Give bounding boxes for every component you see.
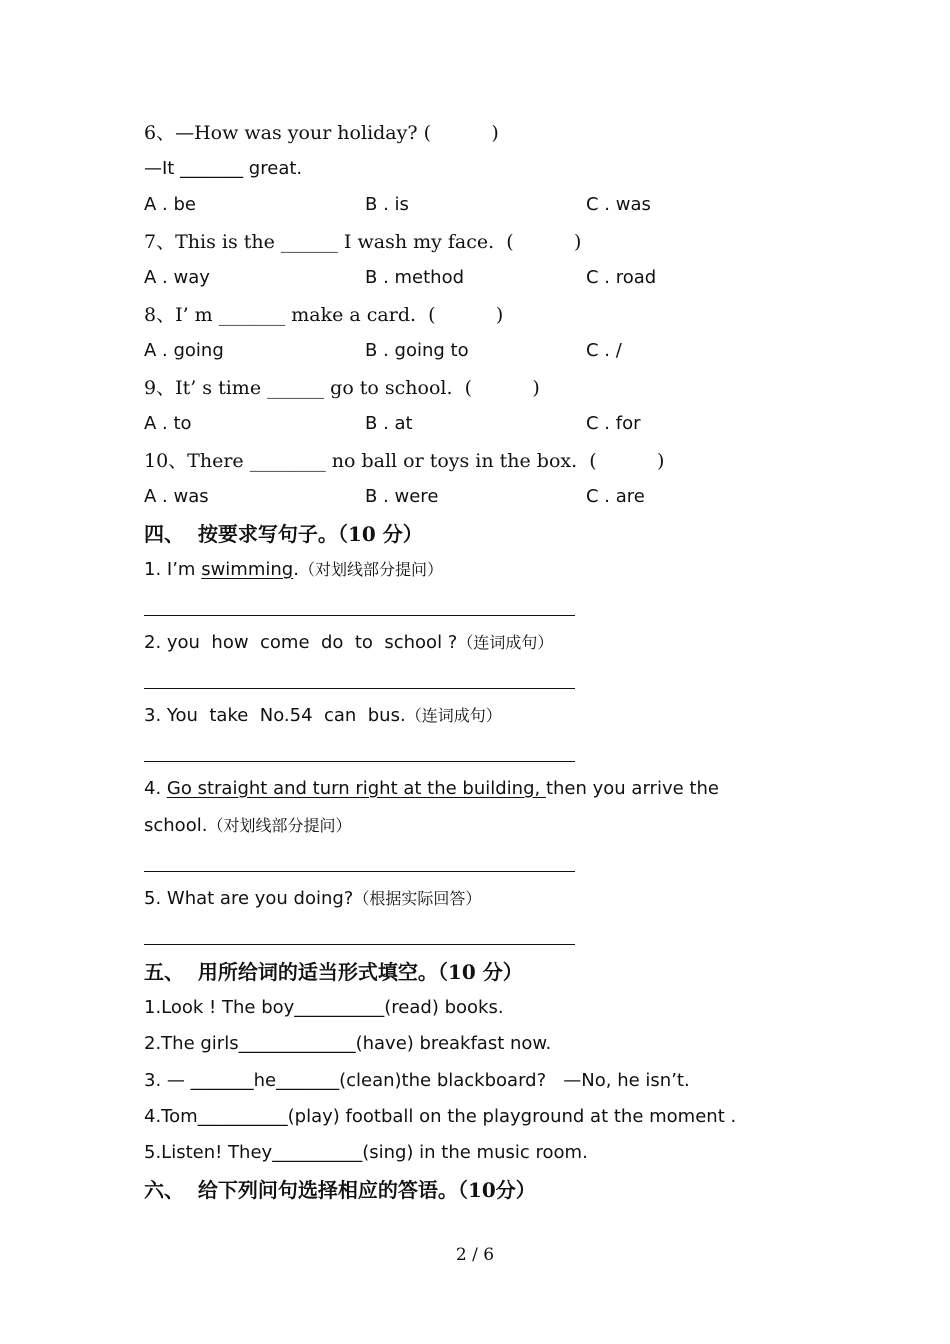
question-9-stem: 9、It’ s time ______ go to school.	[144, 377, 465, 399]
option-c: C . for	[586, 413, 641, 434]
option-a: A . to	[144, 413, 192, 434]
page-number: 2 / 6	[455, 1245, 495, 1265]
question-6-stem: 6、—How was your holiday?	[144, 122, 424, 144]
s4-item-4	[144, 780, 719, 798]
instruction-note: （对划线部分提问）	[298, 560, 443, 579]
answer-line	[144, 688, 575, 689]
s4-item-4-cont-text: school.	[144, 815, 208, 836]
s5-item-3: 3. — _______he_______(clean)the blackboard? —No, he isn’t.	[144, 1070, 690, 1091]
section-6-title: 六、 给下列问句选择相应的答语。（10分）	[144, 1178, 536, 1202]
option-c: C . road	[586, 267, 657, 288]
s4-item-4-end: then you arrive the	[545, 778, 719, 799]
option-b: B . at	[365, 413, 413, 434]
s4-item-1	[144, 561, 443, 579]
question-8	[144, 306, 503, 325]
option-c: C . /	[586, 340, 622, 361]
question-10-stem: 10、There ________ no ball or toys in the box.	[144, 450, 590, 472]
option-b: B . going to	[365, 340, 469, 361]
instruction-note: （对划线部分提问）	[207, 816, 352, 835]
option-c: C . are	[586, 486, 645, 507]
s5-item-2: 2.The girls_____________(have) breakfast now.	[144, 1033, 552, 1054]
question-7-stem: 7、This is the ______ I wash my face.	[144, 231, 507, 253]
s4-item-4-cont	[144, 817, 351, 835]
option-a: A . way	[144, 267, 210, 288]
option-b: B . is	[365, 194, 409, 215]
s4-item-1-end: .	[293, 559, 299, 580]
s5-item-1: 1.Look ! The boy__________(read) books.	[144, 997, 504, 1018]
s4-item-3-text: 3. You take No.54 can bus.	[144, 705, 406, 726]
instruction-note: （根据实际回答）	[353, 889, 482, 908]
underlined-part: Go straight and turn right at the building,	[166, 778, 546, 799]
s4-item-5-text: 5. What are you doing?	[144, 888, 354, 909]
s4-item-2	[144, 634, 553, 652]
answer-paren: ( )	[423, 122, 499, 144]
question-10	[144, 452, 664, 471]
instruction-note: （连词成句）	[457, 633, 554, 652]
answer-paren: ( )	[589, 450, 665, 472]
s4-item-1-text: 1. I’m	[144, 559, 202, 580]
option-a: A . was	[144, 486, 209, 507]
answer-line	[144, 615, 575, 616]
option-a: A . going	[144, 340, 224, 361]
answer-paren: ( )	[464, 377, 540, 399]
section-5-title: 五、 用所给词的适当形式填空。（10 分）	[144, 960, 523, 984]
answer-paren: ( )	[428, 304, 504, 326]
underlined-part: swimming	[201, 559, 294, 580]
section-4-title: 四、 按要求写句子。（10 分）	[144, 522, 423, 546]
option-b: B . method	[365, 267, 465, 288]
answer-line	[144, 761, 575, 762]
option-b: B . were	[365, 486, 439, 507]
option-a: A . be	[144, 194, 196, 215]
s4-item-4-text: 4.	[144, 778, 167, 799]
s5-item-5: 5.Listen! They__________(sing) in the music room.	[144, 1142, 588, 1163]
question-6-sentence: —It _______ great.	[144, 158, 303, 179]
question-8-stem: 8、I’ m _______ make a card.	[144, 304, 429, 326]
s5-item-4: 4.Tom__________(play) football on the playground at the moment .	[144, 1106, 737, 1127]
answer-line	[144, 944, 575, 945]
question-6	[144, 124, 499, 143]
answer-paren: ( )	[506, 231, 582, 253]
question-7	[144, 233, 581, 252]
answer-line	[144, 871, 575, 872]
question-9	[144, 379, 540, 398]
s4-item-5	[144, 890, 481, 908]
s4-item-2-text: 2. you how come do to school ?	[144, 632, 458, 653]
option-c: C . was	[586, 194, 651, 215]
instruction-note: （连词成句）	[405, 706, 502, 725]
s4-item-3	[144, 707, 502, 725]
